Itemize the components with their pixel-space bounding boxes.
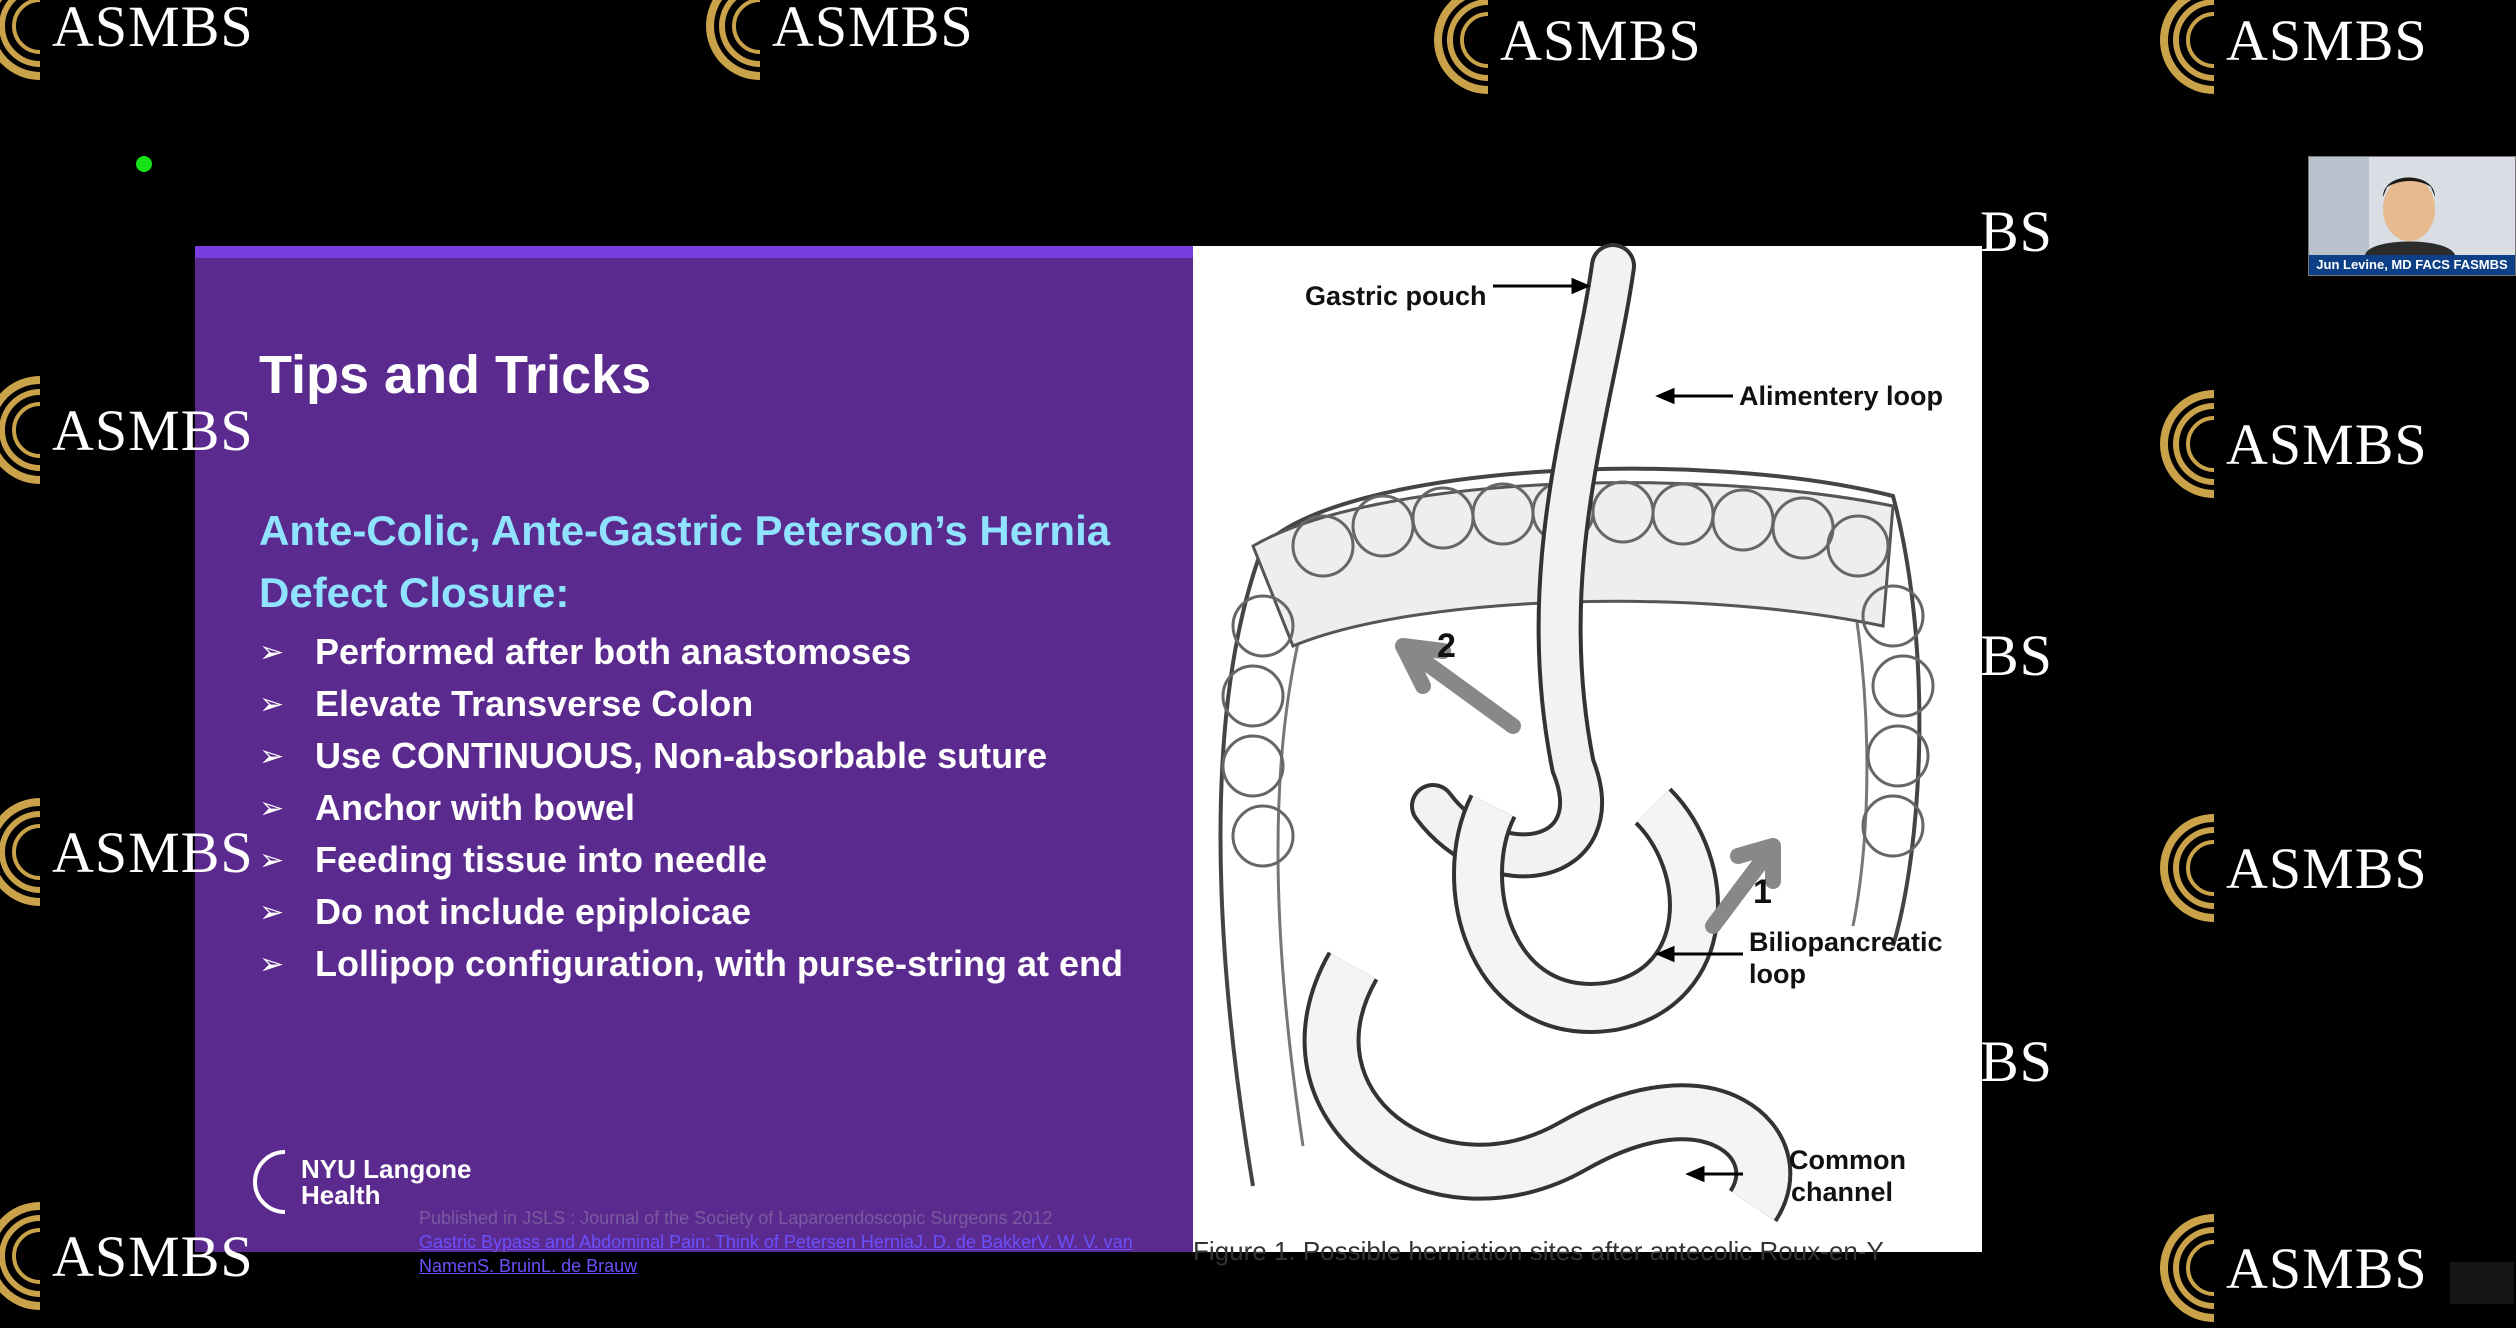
nyu-langone-logo: NYU Langone Health bbox=[245, 1146, 471, 1218]
speaker-webcam-thumbnail[interactable] bbox=[2308, 156, 2516, 276]
citation-link[interactable]: Gastric Bypass and Abdominal Pain: Think of Petersen HerniaJ. D. de BakkerV. W. V. van NamenS. BruinL. de Brauw bbox=[419, 1232, 1133, 1276]
bullet-item: ➢ Lollipop configuration, with purse-string at end bbox=[259, 943, 1123, 984]
asmbs-logo: ASMBS bbox=[0, 370, 254, 490]
slide-title: Tips and Tricks bbox=[259, 345, 652, 405]
label-alimentary-loop: Alimentery loop bbox=[1739, 381, 1944, 411]
bullet-item: ➢ Anchor with bowel bbox=[259, 787, 635, 828]
bullet-item: ➢ Performed after both anastomoses bbox=[259, 631, 912, 672]
anatomy-figure bbox=[1193, 246, 1982, 1266]
citation-published: Published in JSLS : Journal of the Society of Laparoendoscopic Surgeons 2012 bbox=[419, 1208, 1053, 1228]
asmbs-logo-partial: BS bbox=[1980, 1029, 2053, 1094]
label-number-1: 1 bbox=[1753, 873, 1772, 911]
asmbs-logo: ASMBS bbox=[1428, 0, 1702, 100]
slide-subtitle: Ante-Colic, Ante-Gastric Peterson’s Hernia Defect Closure: bbox=[259, 507, 1111, 616]
bullet-item: ➢ Use CONTINUOUS, Non-absorbable suture bbox=[259, 735, 1048, 776]
figure-caption: Figure 1. Possible herniation sites after antecolic Roux-en-Y bbox=[1193, 1236, 1884, 1266]
nyu-torch-icon bbox=[245, 1146, 295, 1218]
asmbs-logo: ASMBS bbox=[700, 0, 974, 86]
shared-slide bbox=[195, 246, 1982, 1276]
arrow-bullet-icon: ➢ bbox=[259, 739, 285, 773]
asmbs-logo: ASMBS bbox=[0, 792, 254, 912]
asmbs-logo: ASMBS bbox=[0, 0, 254, 86]
label-common-channel: Common channel bbox=[1789, 1145, 1906, 1207]
bullet-list bbox=[259, 626, 1123, 990]
bullet-item: ➢ Do not include epiploicae bbox=[259, 891, 752, 932]
asmbs-logo-partial: BS bbox=[1980, 623, 2053, 688]
arrow-bullet-icon: ➢ bbox=[259, 843, 285, 877]
label-biliopancreatic-loop: Biliopancreatic loop bbox=[1749, 927, 1943, 989]
arrow-bullet-icon: ➢ bbox=[259, 687, 285, 721]
arrow-bullet-icon: ➢ bbox=[259, 635, 285, 669]
arrow-bullet-icon: ➢ bbox=[259, 895, 285, 929]
bullet-item: ➢ Feeding tissue into needle bbox=[259, 839, 768, 880]
asmbs-logo: ASMBS bbox=[2154, 808, 2428, 928]
asmbs-logo: ASMBS bbox=[2154, 1208, 2428, 1328]
status-indicator-dot bbox=[136, 156, 152, 172]
label-number-2: 2 bbox=[1437, 627, 1456, 665]
speaker-video-frame bbox=[2309, 157, 2515, 255]
slide-text-panel bbox=[195, 246, 1193, 1276]
asmbs-logo: ASMBS bbox=[2154, 384, 2428, 504]
citation bbox=[419, 1206, 1193, 1278]
arrow-bullet-icon: ➢ bbox=[259, 791, 285, 825]
arrow-bullet-icon: ➢ bbox=[259, 947, 285, 981]
label-gastric-pouch: Gastric pouch bbox=[1305, 281, 1487, 311]
speaker-name: Jun Levine, MD FACS FASMBS bbox=[2309, 255, 2515, 275]
asmbs-logo: ASMBS bbox=[2154, 0, 2428, 100]
asmbs-logo: ASMBS bbox=[0, 1196, 254, 1316]
self-view-thumbnail[interactable] bbox=[2450, 1262, 2514, 1304]
asmbs-logo-partial: BS bbox=[1980, 199, 2053, 264]
bullet-item: ➢ Elevate Transverse Colon bbox=[259, 683, 754, 724]
